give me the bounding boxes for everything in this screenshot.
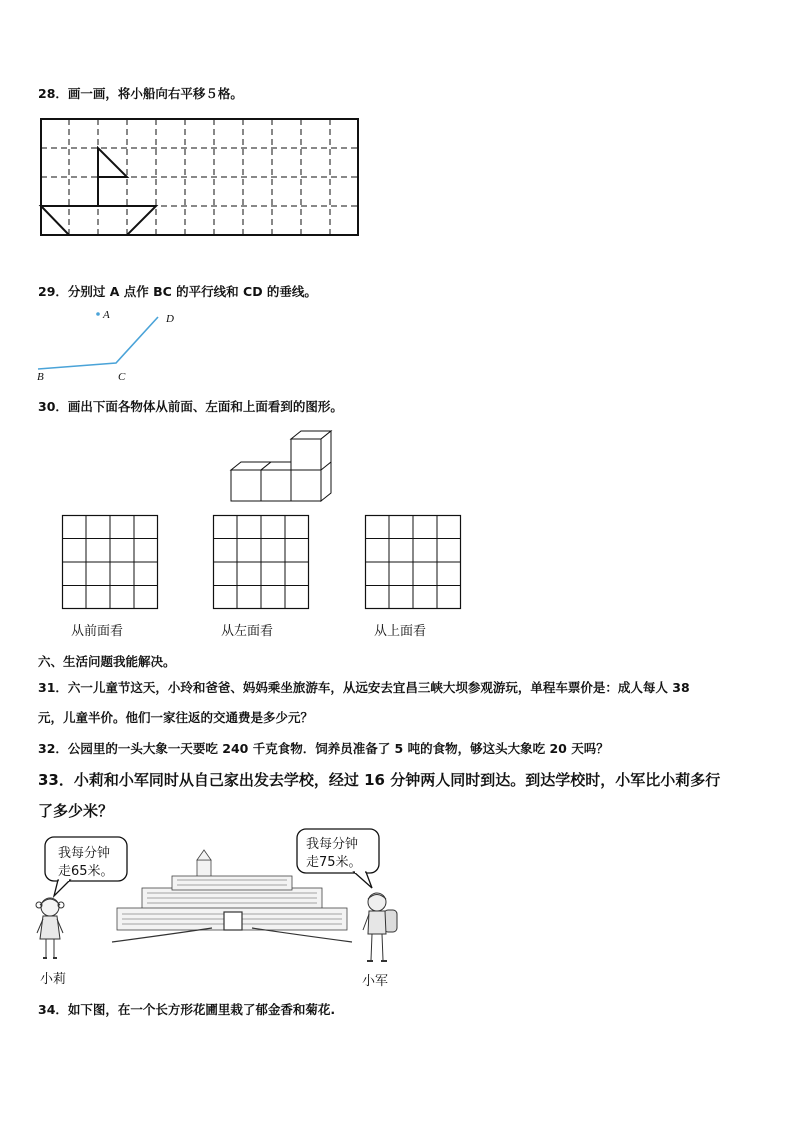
- right-bubble-line-1: 我每分钟: [306, 837, 359, 852]
- boy-figure: [356, 890, 402, 966]
- caption-top-view: 从上面看: [374, 624, 427, 639]
- left-bubble-line-1: 我每分钟: [58, 846, 111, 861]
- left-bubble-line-2: 走65米。: [58, 864, 114, 879]
- cube-solid: [228, 428, 338, 504]
- caption-front-view: 从前面看: [71, 624, 124, 639]
- question-32-text: 32．公园里的一头大象一天要吃 240 千克食物．饲养员准备了 5 吨的食物，够这头大象吃 20 天吗？: [38, 741, 609, 756]
- section-6-heading: 六、生活问题我能解决。: [38, 654, 176, 669]
- line-bcd: [38, 317, 158, 369]
- question-31-line-1: 31．六一儿童节这天，小玲和爸爸、妈妈乘坐旅游车，从远安去宜昌三峡大坝参观游玩，单程车票价是：成人每人 38: [38, 680, 690, 695]
- left-view-grid[interactable]: [213, 515, 309, 609]
- school-building-illustration: [112, 848, 352, 946]
- top-view-grid[interactable]: [365, 515, 461, 609]
- point-a-dot: [96, 312, 100, 316]
- label-d: D: [166, 313, 174, 325]
- question-30-text: 30．画出下面各物体从前面、左面和上面看到的图形。: [38, 399, 343, 414]
- question-29-text: 29．分别过 A 点作 BC 的平行线和 CD 的垂线。: [38, 284, 317, 299]
- girl-name-label: 小莉: [40, 972, 67, 987]
- label-b: B: [37, 371, 44, 383]
- question-33-line-2: 了多少米？: [38, 802, 114, 820]
- boat-grid[interactable]: [40, 118, 360, 238]
- right-bubble-line-2: 走75米。: [306, 855, 362, 870]
- question-31-line-2: 元，儿童半价。他们一家往返的交通费是多少元？: [38, 710, 314, 725]
- boy-name-label: 小军: [362, 974, 389, 989]
- question-28-text: 28．画一画，将小船向右平移５格。: [38, 86, 243, 101]
- question-34-text: 34．如下图，在一个长方形花圃里栽了郁金香和菊花.: [38, 1002, 336, 1017]
- caption-left-view: 从左面看: [221, 624, 274, 639]
- front-view-grid[interactable]: [62, 515, 158, 609]
- label-c: C: [118, 371, 126, 383]
- label-a: A: [103, 309, 110, 321]
- question-33-line-1: 33．小莉和小军同时从自己家出发去学校，经过 16 分钟两人同时到达。到达学校时，小军比小莉多行: [38, 771, 721, 789]
- girl-figure: [30, 895, 70, 963]
